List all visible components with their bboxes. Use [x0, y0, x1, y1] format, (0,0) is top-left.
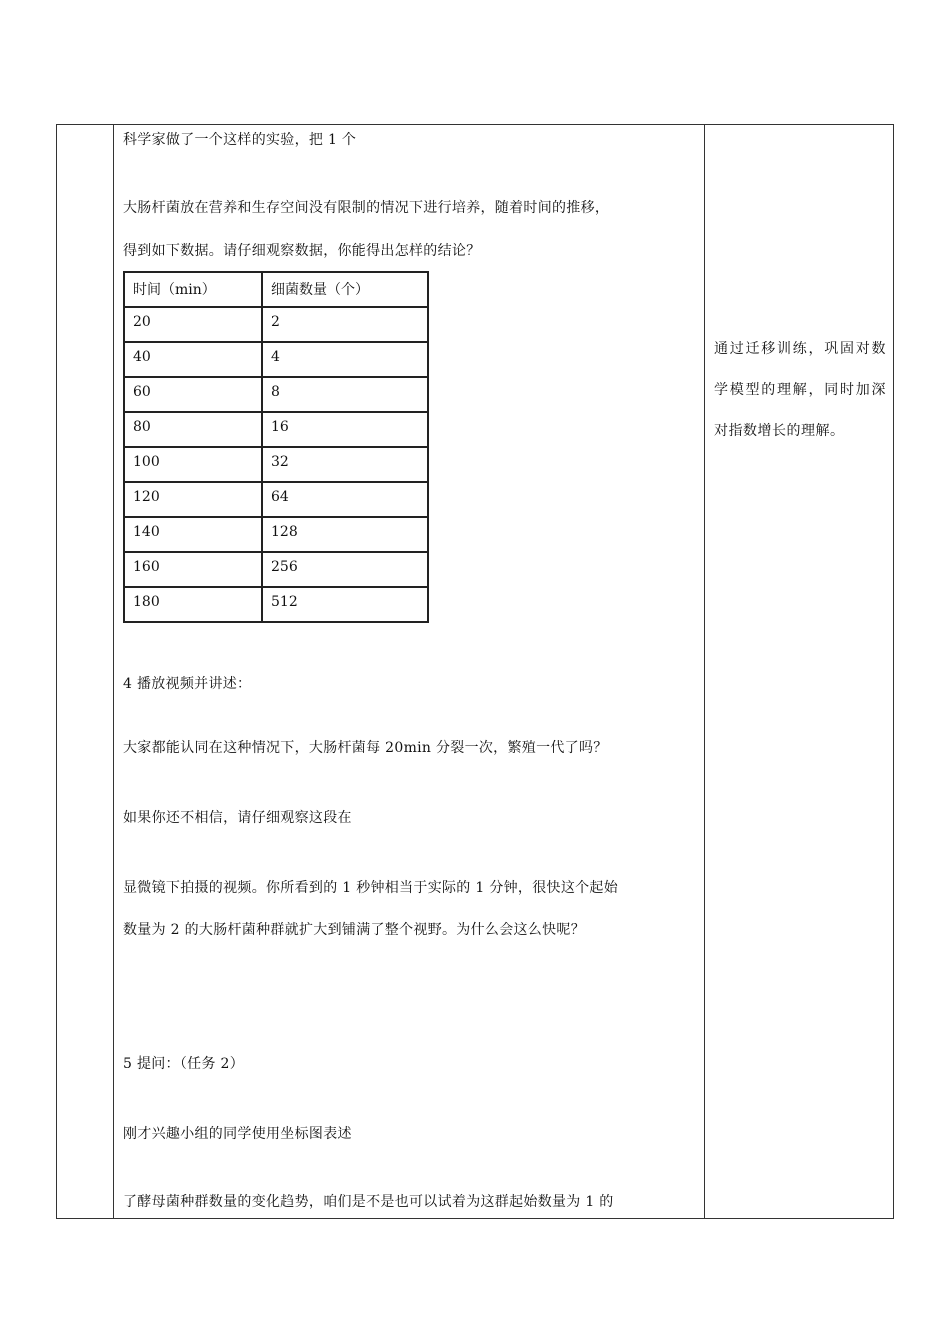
item4-line3: 显微镜下拍摄的视频。你所看到的 1 秒钟相当于实际的 1 分钟，很快这个起始: [123, 880, 619, 896]
table-cell-time: 60: [124, 377, 262, 412]
para2-line1: 大肠杆菌放在营养和生存空间没有限制的情况下进行培养，随着时间的推移，: [123, 200, 610, 216]
bacteria-data-table: [123, 271, 429, 623]
table-row: [124, 517, 428, 552]
table-cell-time: 140: [124, 517, 262, 552]
item4-title: 4 播放视频并讲述：: [123, 676, 252, 692]
table-cell-time: 160: [124, 552, 262, 587]
column-divider-right: [704, 125, 705, 1218]
table-cell-time: 80: [124, 412, 262, 447]
table-cell-count: 128: [262, 517, 428, 552]
table-cell-time: 120: [124, 482, 262, 517]
table-cell-time: 40: [124, 342, 262, 377]
table-cell-time: 20: [124, 307, 262, 342]
item4-line1: 大家都能认同在这种情况下，大肠杆菌每 20min 分裂一次，繁殖一代了吗？: [123, 740, 608, 756]
table-cell-count: 256: [262, 552, 428, 587]
table-header-count: 细菌数量（个）: [262, 272, 428, 307]
table-row: [124, 307, 428, 342]
item5-title: 5 提问：（任务 2）: [123, 1056, 245, 1072]
table-row: [124, 412, 428, 447]
table-cell-count: 8: [262, 377, 428, 412]
item5-line1: 刚才兴趣小组的同学使用坐标图表述: [123, 1126, 352, 1142]
table-row: [124, 377, 428, 412]
table-cell-time: 100: [124, 447, 262, 482]
para2-line2: 得到如下数据。请仔细观察数据，你能得出怎样的结论？: [123, 243, 481, 259]
table-header-time: 时间（min）: [124, 272, 262, 307]
column-divider-left: [113, 125, 114, 1218]
item5-line2: 了酵母菌种群数量的变化趋势，咱们是不是也可以试着为这群起始数量为 1 的: [123, 1194, 614, 1210]
item4-line4: 数量为 2 的大肠杆菌种群就扩大到铺满了整个视野。为什么会这么快呢？: [123, 922, 586, 938]
item4-line2: 如果你还不相信，请仔细观察这段在: [123, 810, 352, 826]
table-cell-count: 512: [262, 587, 428, 622]
design-intent-note: 通过迁移训练，巩固对数学模型的理解，同时加深对指数增长的理解。: [714, 341, 886, 439]
table-cell-count: 16: [262, 412, 428, 447]
table-row: [124, 552, 428, 587]
lesson-table-frame: [56, 124, 894, 1219]
table-cell-count: 4: [262, 342, 428, 377]
table-cell-count: 2: [262, 307, 428, 342]
table-row: [124, 447, 428, 482]
table-cell-count: 32: [262, 447, 428, 482]
table-row: [124, 587, 428, 622]
table-cell-count: 64: [262, 482, 428, 517]
table-header-row: [124, 272, 428, 307]
table-row: [124, 342, 428, 377]
para1-line1: 科学家做了一个这样的实验，把 1 个: [123, 132, 357, 148]
table-cell-time: 180: [124, 587, 262, 622]
table-row: [124, 482, 428, 517]
